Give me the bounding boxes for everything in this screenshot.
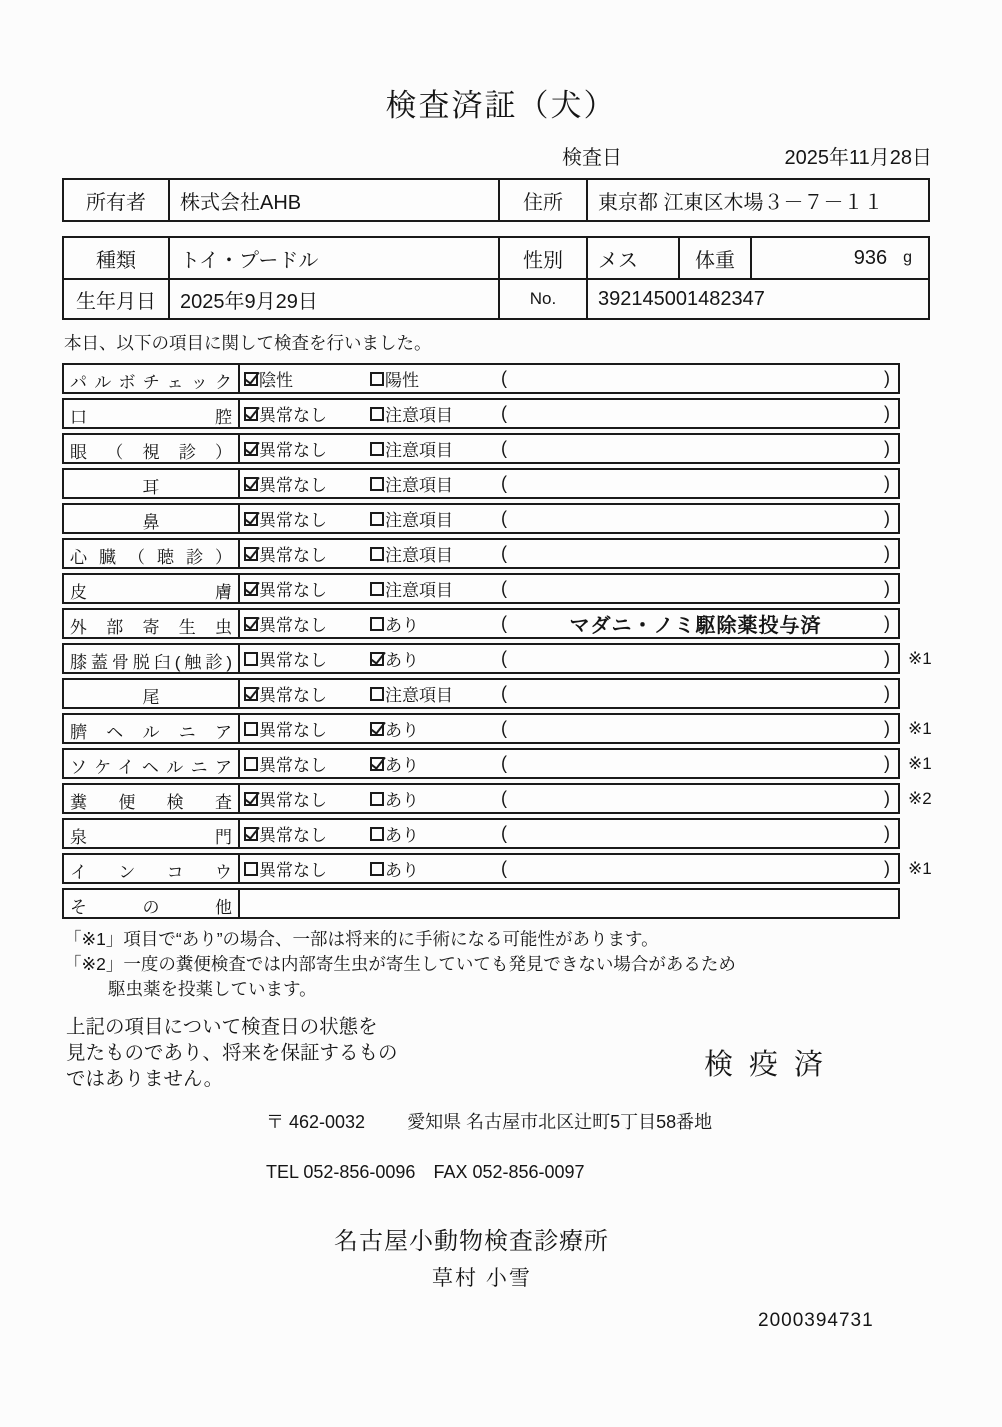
paren-open: ( xyxy=(501,368,507,388)
remarks-field xyxy=(501,858,898,879)
clinic-address: 愛知県 名古屋市北区辻町5丁目58番地 xyxy=(407,1112,713,1132)
option-label: 異常なし xyxy=(259,476,327,495)
checkbox-icon[interactable] xyxy=(370,372,384,386)
option-label: 注意項目 xyxy=(385,686,453,705)
table-row xyxy=(62,678,1002,709)
address-value: 東京都 江東区木場３－７－１１ xyxy=(586,180,928,220)
owner-value: 株式会社AHB xyxy=(168,180,498,220)
option-label: 注意項目 xyxy=(385,406,453,425)
weight-unit: g xyxy=(903,249,912,266)
option-positive xyxy=(370,471,501,496)
option-label: 陰性 xyxy=(259,371,293,390)
footnote-mark xyxy=(900,363,948,394)
paren-close: ) xyxy=(884,403,890,423)
paren-close: ) xyxy=(884,578,890,598)
option-positive xyxy=(370,856,501,881)
option-negative xyxy=(244,856,370,881)
veterinarian-name: 草村 小雪 xyxy=(432,1267,532,1290)
option-label: 注意項目 xyxy=(385,546,453,565)
paren-open: ( xyxy=(501,753,507,773)
no-value: 392145001482347 xyxy=(586,280,928,318)
option-positive xyxy=(370,716,501,741)
footnote-mark xyxy=(900,678,948,709)
checkbox-icon[interactable] xyxy=(370,512,384,526)
option-label: あり xyxy=(385,791,419,810)
footnote-2: 「※2」一度の糞便検査では内部寄生虫が寄生していても発見できない場合があるため xyxy=(64,954,736,974)
checkbox-icon[interactable] xyxy=(244,722,258,736)
checkbox-icon[interactable] xyxy=(244,372,258,386)
checkbox-icon[interactable] xyxy=(244,652,258,666)
serial-number: 2000394731 xyxy=(758,1310,874,1331)
intro-sentence: 本日、以下の項目に関して検査を行いました。 xyxy=(64,333,432,353)
option-label: 異常なし xyxy=(259,756,327,775)
checkbox-icon[interactable] xyxy=(244,442,258,456)
checkbox-icon[interactable] xyxy=(370,477,384,491)
table-row xyxy=(62,398,1002,429)
paren-open: ( xyxy=(501,788,507,808)
option-label: あり xyxy=(385,861,419,880)
option-label: 異常なし xyxy=(259,651,327,670)
disclaimer-line: 見たものであり、将来を保証するもの xyxy=(66,1042,398,1064)
footnote-mark xyxy=(900,538,948,569)
option-positive xyxy=(370,576,501,601)
remarks-field xyxy=(501,648,898,669)
item-label: 糞便検査 xyxy=(64,785,240,812)
checkbox-icon[interactable] xyxy=(370,442,384,456)
option-label: あり xyxy=(385,651,419,670)
checkbox-icon[interactable] xyxy=(370,687,384,701)
option-label: 注意項目 xyxy=(385,581,453,600)
item-label: ソケイヘルニア xyxy=(64,750,240,777)
checkbox-icon[interactable] xyxy=(370,862,384,876)
table-row xyxy=(62,573,1002,604)
checkbox-icon[interactable] xyxy=(370,722,384,736)
item-label: 眼（視診） xyxy=(64,435,240,462)
remarks-field xyxy=(501,438,898,459)
item-label: インコウ xyxy=(64,855,240,882)
table-row xyxy=(62,538,1002,569)
option-positive xyxy=(370,821,501,846)
item-label: 外部寄生虫 xyxy=(64,610,240,637)
remarks-field xyxy=(501,368,898,389)
page-title: 検査済証（犬） xyxy=(385,88,617,123)
paren-open: ( xyxy=(501,473,507,493)
address-label: 住所 xyxy=(498,180,586,220)
table-row xyxy=(62,818,1002,849)
table-row xyxy=(62,748,1002,779)
footnote-mark xyxy=(900,888,948,919)
option-negative xyxy=(244,611,370,636)
option-label: 注意項目 xyxy=(385,511,453,530)
checkbox-icon[interactable] xyxy=(244,617,258,631)
items-table xyxy=(62,363,1002,919)
paren-open: ( xyxy=(501,648,507,668)
paren-close: ) xyxy=(884,858,890,878)
checkbox-icon[interactable] xyxy=(244,512,258,526)
option-negative xyxy=(244,541,370,566)
option-label: 陽性 xyxy=(385,371,419,390)
item-label: 鼻 xyxy=(64,505,240,532)
checkbox-icon[interactable] xyxy=(244,547,258,561)
option-label: あり xyxy=(385,616,419,635)
option-label: 異常なし xyxy=(259,791,327,810)
remarks-field xyxy=(501,578,898,599)
option-label: 異常なし xyxy=(259,861,327,880)
paren-close: ) xyxy=(884,473,890,493)
remarks-field xyxy=(501,473,898,494)
footnote-1: 「※1」項目で“あり”の場合、一部は将来的に手術になる可能性があります。 xyxy=(64,929,659,949)
option-label: 異常なし xyxy=(259,511,327,530)
sex-label: 性別 xyxy=(498,238,586,278)
remarks-field xyxy=(501,508,898,529)
no-label: No. xyxy=(498,280,586,318)
table-row xyxy=(62,433,1002,464)
option-label: 異常なし xyxy=(259,616,327,635)
checkbox-icon[interactable] xyxy=(244,477,258,491)
paren-close: ) xyxy=(884,788,890,808)
clinic-tel: TEL 052-856-0096 xyxy=(266,1162,416,1182)
option-positive xyxy=(370,401,501,426)
option-negative xyxy=(244,576,370,601)
paren-open: ( xyxy=(501,683,507,703)
quarantine-stamp: 検疫済 xyxy=(704,1049,840,1081)
option-positive xyxy=(370,786,501,811)
paren-close: ) xyxy=(884,508,890,528)
option-negative xyxy=(244,366,370,391)
remarks-field xyxy=(501,788,898,809)
option-negative xyxy=(244,681,370,706)
option-positive xyxy=(370,541,501,566)
item-label: 口腔 xyxy=(64,400,240,427)
remarks-field xyxy=(501,753,898,774)
paren-open: ( xyxy=(501,823,507,843)
option-negative xyxy=(244,786,370,811)
checkbox-icon[interactable] xyxy=(244,407,258,421)
footnote-mark xyxy=(900,818,948,849)
option-negative xyxy=(244,821,370,846)
weight-label: 体重 xyxy=(678,238,750,278)
paren-open: ( xyxy=(501,543,507,563)
checkbox-icon[interactable] xyxy=(370,407,384,421)
footnote-mark: ※1 xyxy=(908,858,932,878)
paren-close: ) xyxy=(884,438,890,458)
item-label: その他 xyxy=(64,890,240,917)
option-label: 異常なし xyxy=(259,441,327,460)
checkbox-icon[interactable] xyxy=(370,757,384,771)
option-positive xyxy=(370,681,501,706)
paren-close: ) xyxy=(884,543,890,563)
paren-open: ( xyxy=(501,858,507,878)
option-negative xyxy=(244,401,370,426)
owner-label: 所有者 xyxy=(86,191,146,214)
checkbox-icon[interactable] xyxy=(244,862,258,876)
option-positive xyxy=(370,611,501,636)
table-row xyxy=(62,888,1002,919)
option-label: 異常なし xyxy=(259,826,327,845)
item-label: 皮膚 xyxy=(64,575,240,602)
remarks-field xyxy=(501,823,898,844)
checkbox-icon[interactable] xyxy=(370,652,384,666)
option-label: あり xyxy=(385,721,419,740)
option-positive xyxy=(370,751,501,776)
option-positive xyxy=(370,646,501,671)
item-label: 臍ヘルニア xyxy=(64,715,240,742)
option-negative xyxy=(244,436,370,461)
table-row xyxy=(62,853,1002,884)
footnotes xyxy=(64,927,1002,1002)
footnote-mark: ※1 xyxy=(908,718,932,738)
option-label: 異常なし xyxy=(259,721,327,740)
paren-open: ( xyxy=(501,613,507,633)
remarks-field xyxy=(501,683,898,704)
footnote-mark xyxy=(900,573,948,604)
paren-close: ) xyxy=(884,823,890,843)
paren-open: ( xyxy=(501,578,507,598)
footnote-mark: ※1 xyxy=(908,753,932,773)
birth-value: 2025年9月29日 xyxy=(168,280,498,318)
checkbox-icon[interactable] xyxy=(370,827,384,841)
footnote-mark xyxy=(900,503,948,534)
footnote-mark xyxy=(900,398,948,429)
item-label: パルボチェック xyxy=(64,365,240,392)
birth-label: 生年月日 xyxy=(76,290,156,313)
disclaimer xyxy=(66,1014,1002,1092)
footnote-mark: ※1 xyxy=(908,648,932,668)
option-label: 異常なし xyxy=(259,546,327,565)
breed-label: 種類 xyxy=(96,249,136,272)
remarks-field xyxy=(501,609,898,638)
owner-table xyxy=(62,178,930,222)
option-negative xyxy=(244,716,370,741)
table-row xyxy=(62,468,1002,499)
checkbox-icon[interactable] xyxy=(370,617,384,631)
option-positive xyxy=(370,366,501,391)
footnote-mark xyxy=(900,608,948,639)
option-label: 異常なし xyxy=(259,581,327,600)
paren-close: ) xyxy=(884,613,890,633)
weight-cell xyxy=(750,238,928,278)
checkbox-icon[interactable] xyxy=(370,582,384,596)
paren-close: ) xyxy=(884,718,890,738)
option-label: 注意項目 xyxy=(385,441,453,460)
paren-open: ( xyxy=(501,403,507,423)
checkbox-icon[interactable] xyxy=(244,827,258,841)
item-label: 泉門 xyxy=(64,820,240,847)
option-positive xyxy=(370,436,501,461)
exam-date-label: 検査日 xyxy=(562,147,622,169)
paren-close: ) xyxy=(884,368,890,388)
option-negative xyxy=(244,506,370,531)
footnote-mark xyxy=(900,468,948,499)
option-label: 異常なし xyxy=(259,686,327,705)
option-positive xyxy=(370,506,501,531)
bottom-row xyxy=(66,1014,1002,1100)
disclaimer-line: 上記の項目について検査日の状態を xyxy=(66,1016,378,1038)
exam-date-value: 2025年11月28日 xyxy=(784,147,932,169)
exam-date-row xyxy=(562,141,932,170)
footnote-mark xyxy=(900,433,948,464)
weight-value: 936 xyxy=(853,246,888,269)
table-row xyxy=(62,363,1002,394)
checkbox-icon[interactable] xyxy=(370,547,384,561)
paren-open: ( xyxy=(501,508,507,528)
breed-value: トイ・プードル xyxy=(168,238,498,278)
table-row xyxy=(62,713,1002,744)
clinic-postal: 〒 462-0032 xyxy=(266,1112,366,1132)
table-row xyxy=(62,503,1002,534)
pet-table xyxy=(62,236,930,320)
option-label: あり xyxy=(385,756,419,775)
option-label: あり xyxy=(385,826,419,845)
paren-close: ) xyxy=(884,753,890,773)
option-negative xyxy=(244,471,370,496)
footnote-2-cont: 駆虫薬を投薬しています。 xyxy=(108,979,317,999)
item-label: 耳 xyxy=(64,470,240,497)
paren-close: ) xyxy=(884,683,890,703)
table-row xyxy=(62,783,1002,814)
option-negative xyxy=(244,751,370,776)
option-label: 異常なし xyxy=(259,406,327,425)
item-label: 尾 xyxy=(64,680,240,707)
remarks-field xyxy=(501,403,898,424)
checkbox-icon[interactable] xyxy=(244,792,258,806)
checkbox-icon[interactable] xyxy=(244,687,258,701)
remarks-field xyxy=(501,718,898,739)
paren-close: ) xyxy=(884,648,890,668)
checkbox-icon[interactable] xyxy=(244,757,258,771)
clinic-address-line xyxy=(266,1108,1002,1134)
remarks-text: マダニ・ノミ駆除薬投与済 xyxy=(569,615,822,637)
paren-open: ( xyxy=(501,438,507,458)
option-negative xyxy=(244,646,370,671)
clinic-tel-line xyxy=(266,1162,1002,1183)
footnote-mark: ※2 xyxy=(908,788,932,808)
disclaimer-line: ではありません。 xyxy=(66,1068,224,1090)
option-label: 注意項目 xyxy=(385,476,453,495)
item-label: 心臓（聴診） xyxy=(64,540,240,567)
table-row xyxy=(62,608,1002,639)
clinic-name: 名古屋小動物検査診療所 xyxy=(334,1228,609,1255)
paren-open: ( xyxy=(501,718,507,738)
remarks-field xyxy=(501,543,898,564)
clinic-fax: FAX 052-856-0097 xyxy=(433,1162,585,1182)
item-label: 膝蓋骨脱臼(触診) xyxy=(64,645,240,672)
sex-value: メス xyxy=(586,238,678,278)
checkbox-icon[interactable] xyxy=(244,582,258,596)
table-row xyxy=(62,643,1002,674)
checkbox-icon[interactable] xyxy=(370,792,384,806)
